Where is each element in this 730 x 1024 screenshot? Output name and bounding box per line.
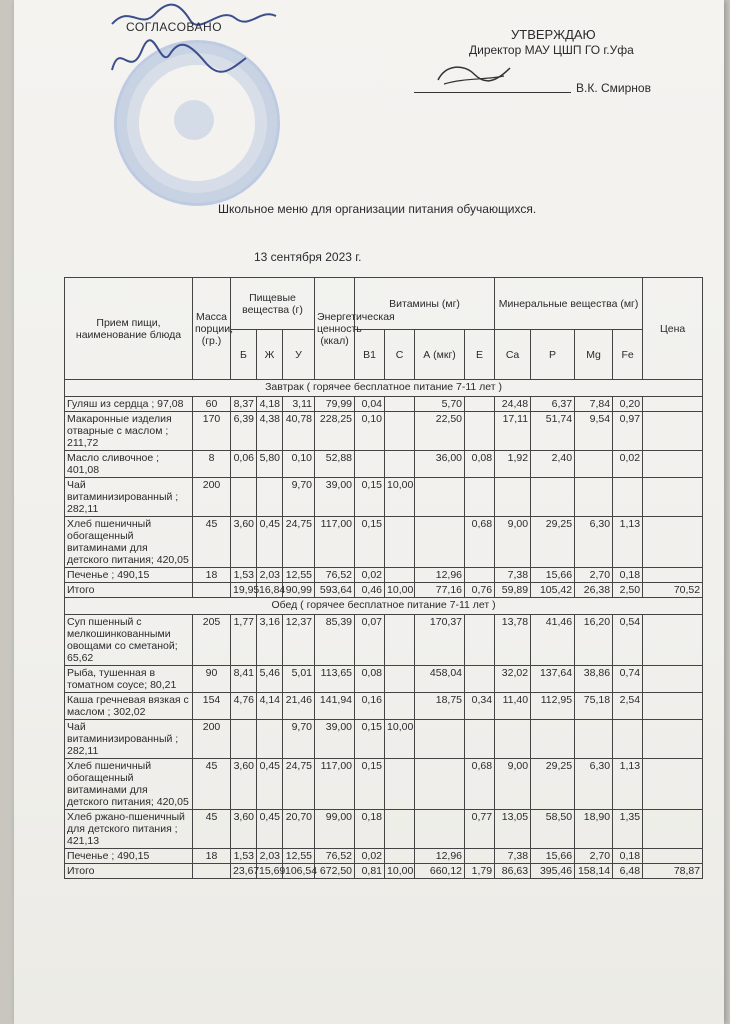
header-a: А (мкг) — [415, 330, 465, 380]
cell-name: Гуляш из сердца ; 97,08 — [65, 397, 193, 412]
cell-ca: 1,92 — [495, 451, 531, 478]
menu-table — [64, 277, 703, 879]
cell-p: 395,46 — [531, 864, 575, 879]
cell-u: 20,70 — [283, 810, 315, 849]
cell-fe: 2,54 — [613, 693, 643, 720]
header-u: У — [283, 330, 315, 380]
cell-b: 3,60 — [231, 517, 257, 568]
cell-mass — [193, 583, 231, 598]
cell-p: 112,95 — [531, 693, 575, 720]
cell-e — [465, 478, 495, 517]
cell-u: 24,75 — [283, 759, 315, 810]
cell-u: 90,99 — [283, 583, 315, 598]
cell-b: 19,95 — [231, 583, 257, 598]
cell-a — [415, 759, 465, 810]
cell-ca: 11,40 — [495, 693, 531, 720]
cell-e: 1,79 — [465, 864, 495, 879]
cell-u: 12,55 — [283, 568, 315, 583]
cell-b1: 0,02 — [355, 849, 385, 864]
cell-mg: 18,90 — [575, 810, 613, 849]
cell-a: 12,96 — [415, 849, 465, 864]
cell-kcal: 228,25 — [315, 412, 355, 451]
cell-b1: 0,15 — [355, 720, 385, 759]
header-zh: Ж — [257, 330, 283, 380]
header-mg: Mg — [575, 330, 613, 380]
header-meal: Прием пищи, наименование блюда — [65, 278, 193, 380]
cell-e: 0,34 — [465, 693, 495, 720]
cell-p: 137,64 — [531, 666, 575, 693]
section-title: Обед ( горячее бесплатное питание 7-11 лет ) — [65, 598, 703, 615]
cell-mg: 7,84 — [575, 397, 613, 412]
cell-p: 6,37 — [531, 397, 575, 412]
cell-name: Рыба, тушенная в томатном соусе; 80,21 — [65, 666, 193, 693]
cell-mg: 2,70 — [575, 849, 613, 864]
cell-name: Масло сливочное ; 401,08 — [65, 451, 193, 478]
approve-title: УТВЕРЖДАЮ — [511, 27, 596, 42]
cell-mg: 6,30 — [575, 759, 613, 810]
cell-p — [531, 478, 575, 517]
cell-zh: 2,03 — [257, 849, 283, 864]
cell-a: 170,37 — [415, 615, 465, 666]
header-b: Б — [231, 330, 257, 380]
header-vitamins: Витамины (мг) — [355, 278, 495, 330]
cell-kcal: 76,52 — [315, 568, 355, 583]
cell-price — [643, 810, 703, 849]
cell-mg: 75,18 — [575, 693, 613, 720]
cell-price — [643, 412, 703, 451]
cell-mg — [575, 478, 613, 517]
section-title: Завтрак ( горячее бесплатное питание 7-11 лет ) — [65, 380, 703, 397]
header-mass: Масса порции, (гр.) — [193, 278, 231, 380]
cell-zh — [257, 720, 283, 759]
cell-c — [385, 849, 415, 864]
total-row — [65, 864, 703, 879]
cell-a: 12,96 — [415, 568, 465, 583]
table-row — [65, 478, 703, 517]
cell-e — [465, 615, 495, 666]
cell-a: 458,04 — [415, 666, 465, 693]
cell-fe: 0,18 — [613, 849, 643, 864]
cell-ca: 17,11 — [495, 412, 531, 451]
cell-c — [385, 693, 415, 720]
cell-fe: 0,02 — [613, 451, 643, 478]
cell-p: 105,42 — [531, 583, 575, 598]
table-row — [65, 568, 703, 583]
cell-a — [415, 720, 465, 759]
cell-zh — [257, 478, 283, 517]
cell-mg — [575, 451, 613, 478]
cell-mass: 45 — [193, 517, 231, 568]
cell-a — [415, 810, 465, 849]
approve-role: Директор МАУ ЦШП ГО г.Уфа — [469, 43, 634, 57]
cell-u: 0,10 — [283, 451, 315, 478]
cell-mass: 60 — [193, 397, 231, 412]
cell-b: 1,77 — [231, 615, 257, 666]
table-row — [65, 759, 703, 810]
cell-kcal: 39,00 — [315, 478, 355, 517]
cell-zh: 15,69 — [257, 864, 283, 879]
cell-ca: 9,00 — [495, 759, 531, 810]
cell-kcal: 39,00 — [315, 720, 355, 759]
section-header — [65, 598, 703, 615]
cell-name: Макаронные изделия отварные с маслом ; 211,72 — [65, 412, 193, 451]
cell-u: 12,55 — [283, 849, 315, 864]
cell-kcal: 99,00 — [315, 810, 355, 849]
cell-mass: 200 — [193, 478, 231, 517]
cell-e — [465, 720, 495, 759]
cell-b1: 0,07 — [355, 615, 385, 666]
cell-p: 58,50 — [531, 810, 575, 849]
cell-price — [643, 615, 703, 666]
cell-b — [231, 478, 257, 517]
cell-mg: 158,14 — [575, 864, 613, 879]
table-row — [65, 615, 703, 666]
cell-b1: 0,10 — [355, 412, 385, 451]
cell-a: 77,16 — [415, 583, 465, 598]
cell-e — [465, 666, 495, 693]
cell-ca: 13,78 — [495, 615, 531, 666]
cell-price — [643, 693, 703, 720]
approve-name: В.К. Смирнов — [576, 81, 651, 95]
cell-name: Итого — [65, 583, 193, 598]
cell-zh: 2,03 — [257, 568, 283, 583]
cell-ca: 24,48 — [495, 397, 531, 412]
cell-ca: 32,02 — [495, 666, 531, 693]
cell-p: 15,66 — [531, 568, 575, 583]
cell-ca: 86,63 — [495, 864, 531, 879]
cell-fe: 0,74 — [613, 666, 643, 693]
agreed-label: СОГЛАСОВАНО — [126, 20, 223, 34]
header-fe: Fe — [613, 330, 643, 380]
cell-name: Суп пшенный с мелкошинкованными овощами со сметаной; 65,62 — [65, 615, 193, 666]
cell-kcal: 113,65 — [315, 666, 355, 693]
cell-zh: 4,18 — [257, 397, 283, 412]
cell-c — [385, 451, 415, 478]
cell-name: Хлеб ржано-пшеничный для детского питания ; 421,13 — [65, 810, 193, 849]
cell-fe — [613, 720, 643, 759]
cell-mass: 18 — [193, 849, 231, 864]
cell-price — [643, 397, 703, 412]
cell-c — [385, 759, 415, 810]
cell-fe: 1,13 — [613, 517, 643, 568]
cell-e — [465, 412, 495, 451]
signature-mark-2 — [110, 40, 250, 80]
cell-a: 36,00 — [415, 451, 465, 478]
cell-b: 3,60 — [231, 759, 257, 810]
cell-b: 8,41 — [231, 666, 257, 693]
cell-b1: 0,15 — [355, 478, 385, 517]
cell-b1: 0,18 — [355, 810, 385, 849]
cell-ca: 7,38 — [495, 849, 531, 864]
cell-mg: 2,70 — [575, 568, 613, 583]
cell-mg: 6,30 — [575, 517, 613, 568]
cell-c — [385, 412, 415, 451]
cell-p: 29,25 — [531, 759, 575, 810]
header-b1: В1 — [355, 330, 385, 380]
cell-c — [385, 517, 415, 568]
header-price: Цена — [643, 278, 703, 380]
cell-mg: 26,38 — [575, 583, 613, 598]
table-row — [65, 693, 703, 720]
header-nutrients: Пищевые вещества (г) — [231, 278, 315, 330]
cell-price: 78,87 — [643, 864, 703, 879]
cell-b: 1,53 — [231, 568, 257, 583]
cell-price — [643, 451, 703, 478]
cell-a — [415, 517, 465, 568]
cell-kcal: 593,64 — [315, 583, 355, 598]
cell-zh: 4,38 — [257, 412, 283, 451]
cell-mass: 45 — [193, 759, 231, 810]
cell-b1: 0,15 — [355, 759, 385, 810]
stamp-emblem — [174, 100, 214, 140]
cell-zh: 3,16 — [257, 615, 283, 666]
cell-b1: 0,04 — [355, 397, 385, 412]
table-row — [65, 451, 703, 478]
cell-a: 18,75 — [415, 693, 465, 720]
cell-c: 10,00 — [385, 864, 415, 879]
cell-c: 10,00 — [385, 478, 415, 517]
cell-zh: 4,14 — [257, 693, 283, 720]
cell-price — [643, 517, 703, 568]
cell-b1: 0,08 — [355, 666, 385, 693]
cell-e: 0,76 — [465, 583, 495, 598]
cell-mass: 45 — [193, 810, 231, 849]
cell-name: Итого — [65, 864, 193, 879]
table-row — [65, 412, 703, 451]
cell-c — [385, 397, 415, 412]
cell-mass: 18 — [193, 568, 231, 583]
cell-u: 40,78 — [283, 412, 315, 451]
menu-table-body — [65, 380, 703, 879]
signature-line — [414, 92, 571, 93]
cell-b1: 0,81 — [355, 864, 385, 879]
cell-e — [465, 397, 495, 412]
cell-p: 41,46 — [531, 615, 575, 666]
cell-b: 1,53 — [231, 849, 257, 864]
cell-price — [643, 666, 703, 693]
cell-b: 0,06 — [231, 451, 257, 478]
header-p: P — [531, 330, 575, 380]
cell-fe: 0,18 — [613, 568, 643, 583]
cell-kcal: 85,39 — [315, 615, 355, 666]
cell-a: 22,50 — [415, 412, 465, 451]
cell-fe: 0,97 — [613, 412, 643, 451]
cell-zh: 5,46 — [257, 666, 283, 693]
cell-b: 6,39 — [231, 412, 257, 451]
table-row — [65, 666, 703, 693]
cell-fe: 0,20 — [613, 397, 643, 412]
cell-ca: 59,89 — [495, 583, 531, 598]
cell-e: 0,77 — [465, 810, 495, 849]
cell-e — [465, 568, 495, 583]
cell-c: 10,00 — [385, 720, 415, 759]
cell-p: 15,66 — [531, 849, 575, 864]
cell-ca — [495, 478, 531, 517]
cell-fe: 1,35 — [613, 810, 643, 849]
cell-u: 24,75 — [283, 517, 315, 568]
cell-fe: 1,13 — [613, 759, 643, 810]
cell-name: Печенье ; 490,15 — [65, 568, 193, 583]
cell-mass: 170 — [193, 412, 231, 451]
header-ca: Ca — [495, 330, 531, 380]
cell-zh: 0,45 — [257, 810, 283, 849]
header-e: Е — [465, 330, 495, 380]
cell-kcal: 117,00 — [315, 759, 355, 810]
cell-name: Хлеб пшеничный обогащенный витаминами для детского питания; 420,05 — [65, 517, 193, 568]
cell-b1: 0,15 — [355, 517, 385, 568]
table-row — [65, 720, 703, 759]
cell-e: 0,08 — [465, 451, 495, 478]
cell-a — [415, 478, 465, 517]
cell-name: Чай витаминизированный ; 282,11 — [65, 720, 193, 759]
cell-kcal: 52,88 — [315, 451, 355, 478]
cell-price: 70,52 — [643, 583, 703, 598]
cell-u: 12,37 — [283, 615, 315, 666]
cell-kcal: 79,99 — [315, 397, 355, 412]
cell-mass: 90 — [193, 666, 231, 693]
cell-b1: 0,02 — [355, 568, 385, 583]
cell-zh: 0,45 — [257, 517, 283, 568]
cell-mass: 205 — [193, 615, 231, 666]
cell-ca — [495, 720, 531, 759]
cell-fe: 0,54 — [613, 615, 643, 666]
cell-b: 8,37 — [231, 397, 257, 412]
cell-e — [465, 849, 495, 864]
cell-c: 10,00 — [385, 583, 415, 598]
cell-mass: 8 — [193, 451, 231, 478]
cell-kcal: 76,52 — [315, 849, 355, 864]
cell-u: 21,46 — [283, 693, 315, 720]
header-minerals: Минеральные вещества (мг) — [495, 278, 643, 330]
header-energy: Энергетическая ценность (ккал) — [315, 278, 355, 380]
section-header — [65, 380, 703, 397]
cell-p: 2,40 — [531, 451, 575, 478]
cell-ca: 13,05 — [495, 810, 531, 849]
cell-c — [385, 615, 415, 666]
cell-c — [385, 810, 415, 849]
cell-price — [643, 759, 703, 810]
cell-mg: 16,20 — [575, 615, 613, 666]
cell-kcal: 141,94 — [315, 693, 355, 720]
cell-u: 9,70 — [283, 478, 315, 517]
cell-price — [643, 720, 703, 759]
cell-price — [643, 478, 703, 517]
cell-ca: 7,38 — [495, 568, 531, 583]
cell-b: 4,76 — [231, 693, 257, 720]
cell-zh: 5,80 — [257, 451, 283, 478]
cell-mg: 38,86 — [575, 666, 613, 693]
header-c: С — [385, 330, 415, 380]
cell-b1: 0,46 — [355, 583, 385, 598]
cell-u: 5,01 — [283, 666, 315, 693]
table-row — [65, 397, 703, 412]
document-title: Школьное меню для организации питания обучающихся. — [218, 202, 537, 216]
cell-ca: 9,00 — [495, 517, 531, 568]
cell-fe — [613, 478, 643, 517]
cell-price — [643, 849, 703, 864]
cell-fe: 6,48 — [613, 864, 643, 879]
cell-mass: 154 — [193, 693, 231, 720]
table-row — [65, 849, 703, 864]
cell-p: 51,74 — [531, 412, 575, 451]
cell-c — [385, 666, 415, 693]
cell-zh: 0,45 — [257, 759, 283, 810]
table-row — [65, 810, 703, 849]
total-row — [65, 583, 703, 598]
cell-mass: 200 — [193, 720, 231, 759]
director-signature — [434, 60, 514, 90]
cell-b1 — [355, 451, 385, 478]
document-date: 13 сентября 2023 г. — [254, 250, 362, 264]
cell-mg: 9,54 — [575, 412, 613, 451]
cell-name: Каша гречневая вязкая с маслом ; 302,02 — [65, 693, 193, 720]
cell-e: 0,68 — [465, 759, 495, 810]
cell-b: 23,67 — [231, 864, 257, 879]
cell-kcal: 117,00 — [315, 517, 355, 568]
cell-name: Печенье ; 490,15 — [65, 849, 193, 864]
cell-u: 9,70 — [283, 720, 315, 759]
cell-p: 29,25 — [531, 517, 575, 568]
cell-price — [643, 568, 703, 583]
cell-b1: 0,16 — [355, 693, 385, 720]
cell-a: 660,12 — [415, 864, 465, 879]
cell-p — [531, 720, 575, 759]
cell-mg — [575, 720, 613, 759]
cell-kcal: 672,50 — [315, 864, 355, 879]
cell-fe: 2,50 — [613, 583, 643, 598]
cell-b: 3,60 — [231, 810, 257, 849]
table-row — [65, 517, 703, 568]
cell-u: 106,54 — [283, 864, 315, 879]
cell-mass — [193, 864, 231, 879]
cell-e: 0,68 — [465, 517, 495, 568]
cell-name: Чай витаминизированный ; 282,11 — [65, 478, 193, 517]
cell-a: 5,70 — [415, 397, 465, 412]
cell-name: Хлеб пшеничный обогащенный витаминами для детского питания; 420,05 — [65, 759, 193, 810]
cell-b — [231, 720, 257, 759]
cell-zh: 16,84 — [257, 583, 283, 598]
cell-c — [385, 568, 415, 583]
cell-u: 3,11 — [283, 397, 315, 412]
